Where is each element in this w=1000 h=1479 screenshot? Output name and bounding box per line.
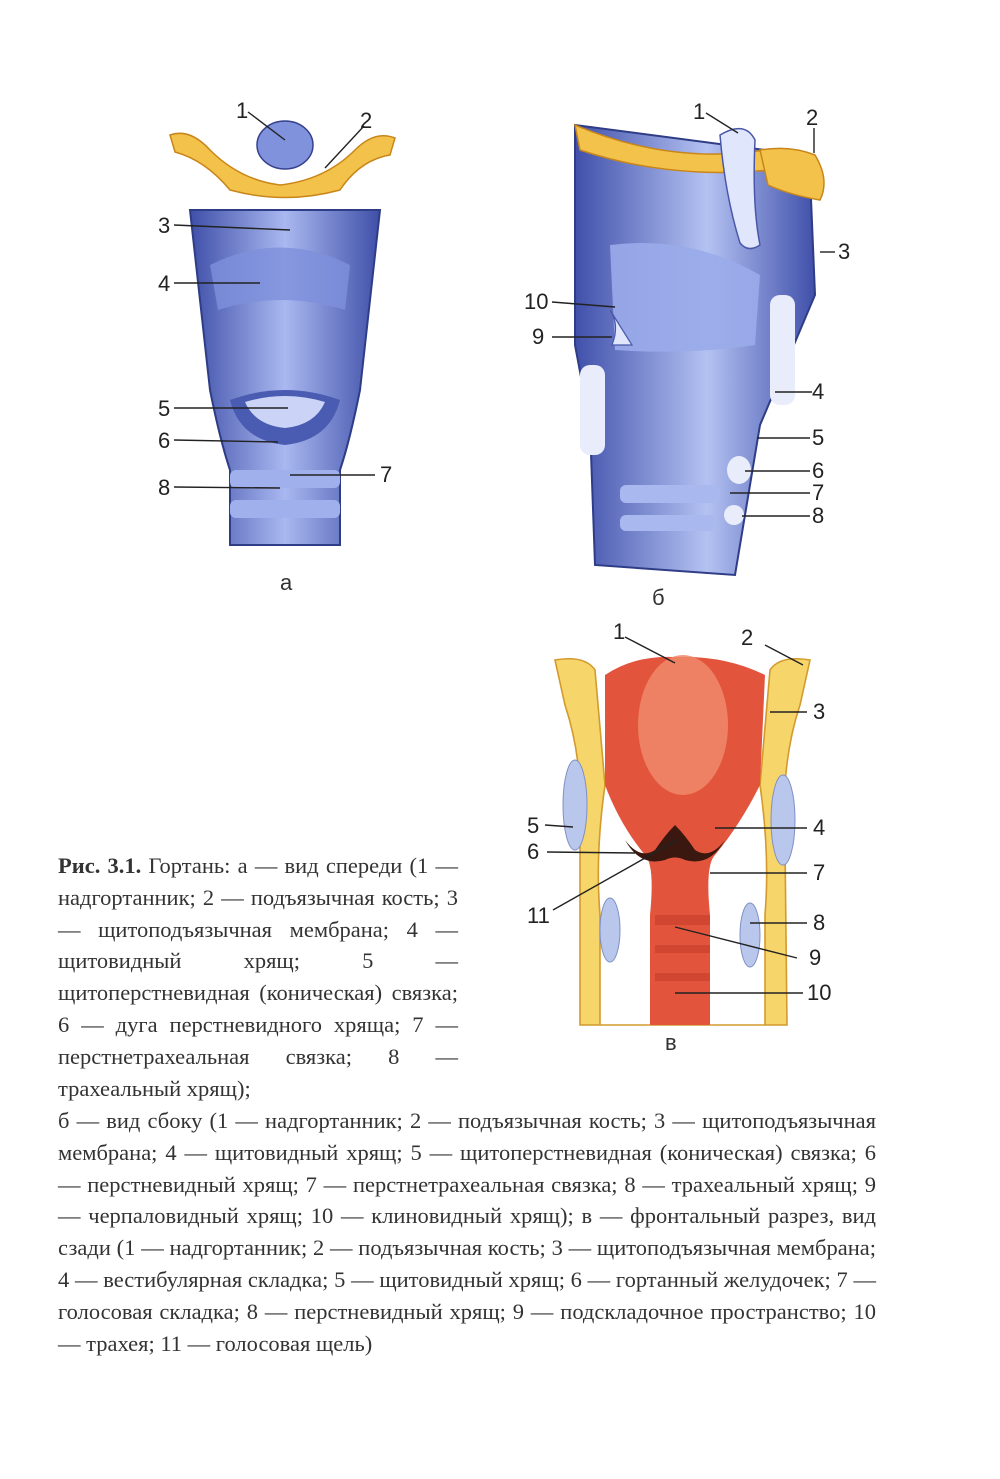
b-leader-1 bbox=[706, 113, 738, 133]
a-leader-8 bbox=[174, 487, 280, 488]
a-label-6: 6 bbox=[158, 428, 171, 453]
b-label-1: 1 bbox=[693, 99, 706, 124]
b-label-7: 7 bbox=[812, 480, 825, 505]
caption-continuation: б — вид сбоку (1 — надгортанник; 2 — подъязычная кость; 3 — щитоподъязычная мембрана; 4 — щитовидный хрящ; 5 — щитоперстневидная (коническая) связка; 6 — перстневидный хрящ; 7 — перстнетрахеальная связка; 8 — трахеальный хрящ; 9 — черпаловидный хрящ; 10 — клиновидный хрящ); в — фронтальный разрез, вид сзади (1 — надгортанник; 2 — подъязычная кость; 3 — щитоподъязычная мембрана; 4 — вестибулярная складка; 5 — щитовидный хрящ; 6 — гортанный желудочек; 7 — голосовая складка; 8 — перстневидный хрящ; 9 — подскладочное пространство; 10 — трахея; 11 — голосовая щель) bbox=[58, 1108, 876, 1356]
v-label-10: 10 bbox=[807, 980, 832, 1005]
b-label-4: 4 bbox=[812, 379, 825, 404]
a-label-2: 2 bbox=[360, 108, 373, 133]
figure-v-sublabel: в bbox=[665, 1030, 677, 1055]
caption-part-a: Гортань: а — вид спереди (1 — надгортанник; 2 — подъязычная кость; 3 — щитоподъязычная мембрана; 4 — щитовидный хрящ; 5 — щитоперстневидная (коническая) связка; 6 — дуга перстневидного хряща; 7 — перстнетрахеальная связка; 8 — трахеальный хрящ); bbox=[58, 853, 458, 1101]
v-label-3: 3 bbox=[813, 699, 826, 724]
a-label-7: 7 bbox=[380, 462, 393, 487]
b-label-3: 3 bbox=[838, 239, 851, 264]
v-label-7: 7 bbox=[813, 860, 826, 885]
figure-number: Рис. 3.1. bbox=[58, 853, 142, 878]
a-label-4: 4 bbox=[158, 271, 171, 296]
a-label-1: 1 bbox=[236, 98, 249, 123]
v-label-5: 5 bbox=[527, 813, 540, 838]
figure-v-illustration bbox=[525, 615, 845, 1035]
caption-intro bbox=[58, 850, 458, 1104]
figure-b bbox=[520, 95, 860, 585]
b-label-8: 8 bbox=[812, 503, 825, 528]
figure-v bbox=[525, 615, 845, 1035]
b-label-9: 9 bbox=[532, 324, 545, 349]
a-label-8: 8 bbox=[158, 475, 171, 500]
figure-a bbox=[150, 90, 410, 570]
b-label-5: 5 bbox=[812, 425, 825, 450]
figure-a-illustration bbox=[150, 90, 410, 570]
figure-b-illustration bbox=[520, 95, 860, 585]
v-label-8: 8 bbox=[813, 910, 826, 935]
b-label-2: 2 bbox=[806, 105, 819, 130]
figure-a-sublabel: а bbox=[280, 570, 293, 595]
v-label-1: 1 bbox=[613, 619, 626, 644]
b-label-6: 6 bbox=[812, 458, 825, 483]
v-label-11: 11 bbox=[527, 903, 550, 928]
v-label-9: 9 bbox=[809, 945, 822, 970]
v-leader-6 bbox=[547, 852, 635, 853]
b-label-10: 10 bbox=[524, 289, 549, 314]
v-label-6: 6 bbox=[527, 839, 540, 864]
a-label-5: 5 bbox=[158, 396, 171, 421]
figure-b-sublabel: б bbox=[652, 585, 665, 610]
v-label-2: 2 bbox=[741, 625, 754, 650]
v-label-4: 4 bbox=[813, 815, 826, 840]
a-label-3: 3 bbox=[158, 213, 171, 238]
